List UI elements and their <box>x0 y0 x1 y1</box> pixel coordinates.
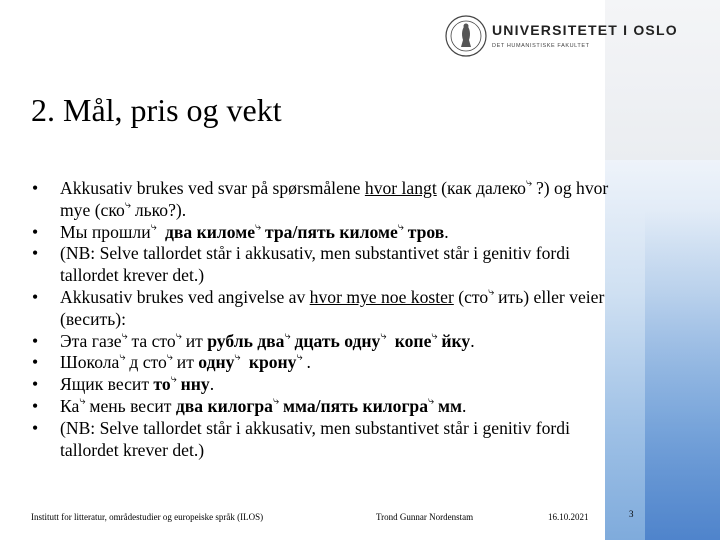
faculty-name: DET HUMANISTISKE FAKULTET <box>492 43 590 49</box>
stress-mark-icon: ⤷ <box>166 351 173 364</box>
page-number: 3 <box>629 509 634 519</box>
stress-mark-icon: ⤷ <box>296 351 303 364</box>
footer-date: 16.10.2021 <box>548 512 589 522</box>
stress-mark-icon: ⤷ <box>79 394 86 407</box>
stress-mark-icon: ⤷ <box>234 351 241 364</box>
list-item: • Ящик весит то⤷ нну. <box>32 373 215 395</box>
list-item: • (NB: Selve tallordet står i akkusativ, men substantivet står i genitiv fordi tallordet krever det.) <box>32 243 570 286</box>
stress-mark-icon: ⤷ <box>525 177 533 189</box>
stress-mark-icon: ⤷ <box>255 220 262 233</box>
stress-mark-icon: ⤷ <box>488 285 495 298</box>
list-item: • Эта газе⤷ та сто⤷ ит рубль два⤷ дцать одну⤷ копе⤷ йку. <box>32 329 475 351</box>
university-seal-icon <box>444 14 488 58</box>
footer-institute: Institutt for litteratur, områdestudier og europeiske språk (ILOS) <box>31 512 264 522</box>
list-item: • (NB: Selve tallordet står i akkusativ, men substantivet står i genitiv fordi tallordet krever det.) <box>32 417 570 460</box>
stress-mark-icon: ⤷ <box>380 329 387 342</box>
slide-title: 2. Mål, pris og vekt <box>31 92 282 128</box>
stress-mark-icon: ⤷ <box>272 394 280 407</box>
footer-author: Trond Gunnar Nordenstam <box>376 512 474 522</box>
list-item: • Шокола⤷ д сто⤷ ит одну⤷ крону⤷ . <box>32 351 311 373</box>
stress-mark-icon: ⤷ <box>431 329 438 342</box>
stress-mark-icon: ⤷ <box>175 329 182 342</box>
stress-mark-icon: ⤷ <box>170 373 177 386</box>
stress-mark-icon: ⤷ <box>397 220 404 233</box>
decorative-side-strip <box>605 0 720 540</box>
strip-blue-overlay <box>645 210 720 540</box>
university-name: UNIVERSITETET I OSLO <box>492 22 678 38</box>
list-item: • Akkusativ brukes ved svar på spørsmålene hvor langt (как далеко⤷ ?) og hvor mye (ско⤷ лько?). <box>32 177 609 220</box>
list-item: • Ка⤷ мень весит два килогра⤷ мма/пять килогра⤷ мм. <box>32 394 467 416</box>
university-header <box>440 12 678 62</box>
stress-mark-icon: ⤷ <box>150 220 157 233</box>
stress-mark-icon: ⤷ <box>124 198 131 211</box>
stress-mark-icon: ⤷ <box>119 351 126 364</box>
list-item: • Akkusativ brukes ved angivelse av hvor mye noe koster (сто⤷ ить) eller veier (весить): <box>32 285 605 329</box>
bullet-list <box>30 178 610 461</box>
list-item: • Мы прошли⤷ два киломе⤷ тра/пять киломе⤷ тров. <box>32 220 449 242</box>
stress-mark-icon: ⤷ <box>121 329 128 342</box>
stress-mark-icon: ⤷ <box>428 394 435 407</box>
stress-mark-icon: ⤷ <box>284 329 291 342</box>
